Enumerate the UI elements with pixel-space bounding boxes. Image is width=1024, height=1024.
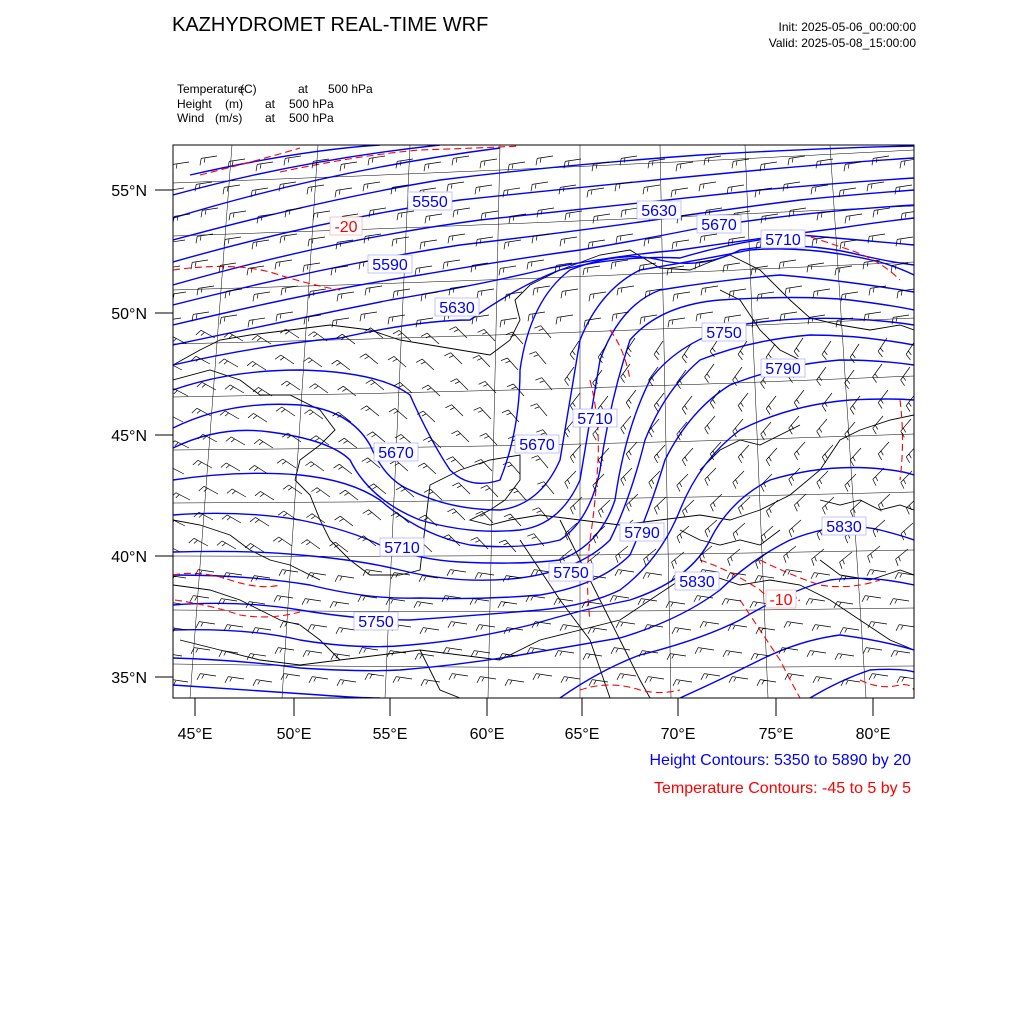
lon-label: 65°E — [564, 726, 600, 743]
lon-label: 80°E — [855, 726, 891, 743]
field-unit: (m/s) — [215, 111, 243, 125]
height-label: 5750 — [706, 325, 742, 342]
lon-label: 60°E — [469, 726, 505, 743]
height-label: 5710 — [577, 411, 613, 428]
height-label: 5790 — [624, 525, 660, 542]
height-label: 5750 — [358, 614, 394, 631]
map-title: KAZHYDROMET REAL-TIME WRF — [172, 14, 489, 36]
field-level: 500 hPa — [289, 96, 334, 111]
valid-time: Valid: 2025-05-08_15:00:00 — [768, 36, 916, 50]
field-name: Height — [177, 96, 212, 111]
lon-label: 55°E — [372, 726, 408, 743]
lat-label: 40°N — [111, 549, 147, 566]
temperature-legend: Temperature Contours: -45 to 5 by 5 — [653, 780, 911, 797]
temp-label: -20 — [334, 219, 358, 236]
lon-label: 75°E — [758, 726, 794, 743]
field-level: 500 hPa — [328, 82, 373, 96]
field-unit: (m) — [225, 96, 243, 111]
height-label: 5830 — [826, 519, 862, 536]
height-label: 5670 — [701, 217, 737, 234]
field-unit: (C) — [240, 82, 257, 96]
field-at: at — [265, 111, 276, 125]
height-label: 5710 — [765, 232, 801, 249]
field-name: Temperature — [177, 82, 245, 96]
height-label: 5750 — [553, 565, 589, 582]
lon-label: 45°E — [177, 726, 213, 743]
height-label: 5550 — [412, 194, 448, 211]
init-time: Init: 2025-05-06_00:00:00 — [778, 20, 916, 34]
height-label: 5710 — [384, 540, 420, 557]
height-label: 5670 — [378, 445, 414, 462]
lat-label: 35°N — [111, 670, 147, 687]
field-at: at — [265, 96, 276, 111]
height-label: 5670 — [519, 437, 555, 454]
field-name: Wind — [177, 111, 205, 125]
height-label: 5590 — [372, 257, 408, 274]
field-at: at — [298, 82, 309, 96]
height-label: 5630 — [641, 203, 677, 220]
temperature-contours — [173, 146, 914, 698]
temp-label: -10 — [769, 592, 793, 609]
lat-label: 55°N — [111, 183, 147, 200]
lat-label: 50°N — [111, 306, 147, 323]
height-label: 5830 — [679, 574, 715, 591]
lon-label: 70°E — [660, 726, 696, 743]
lat-label: 45°N — [111, 428, 147, 445]
height-label: 5630 — [439, 300, 475, 317]
height-legend: Height Contours: 5350 to 5890 by 20 — [649, 752, 911, 769]
height-label: 5790 — [765, 361, 801, 378]
field-level: 500 hPa — [289, 111, 334, 125]
lon-label: 50°E — [276, 726, 312, 743]
